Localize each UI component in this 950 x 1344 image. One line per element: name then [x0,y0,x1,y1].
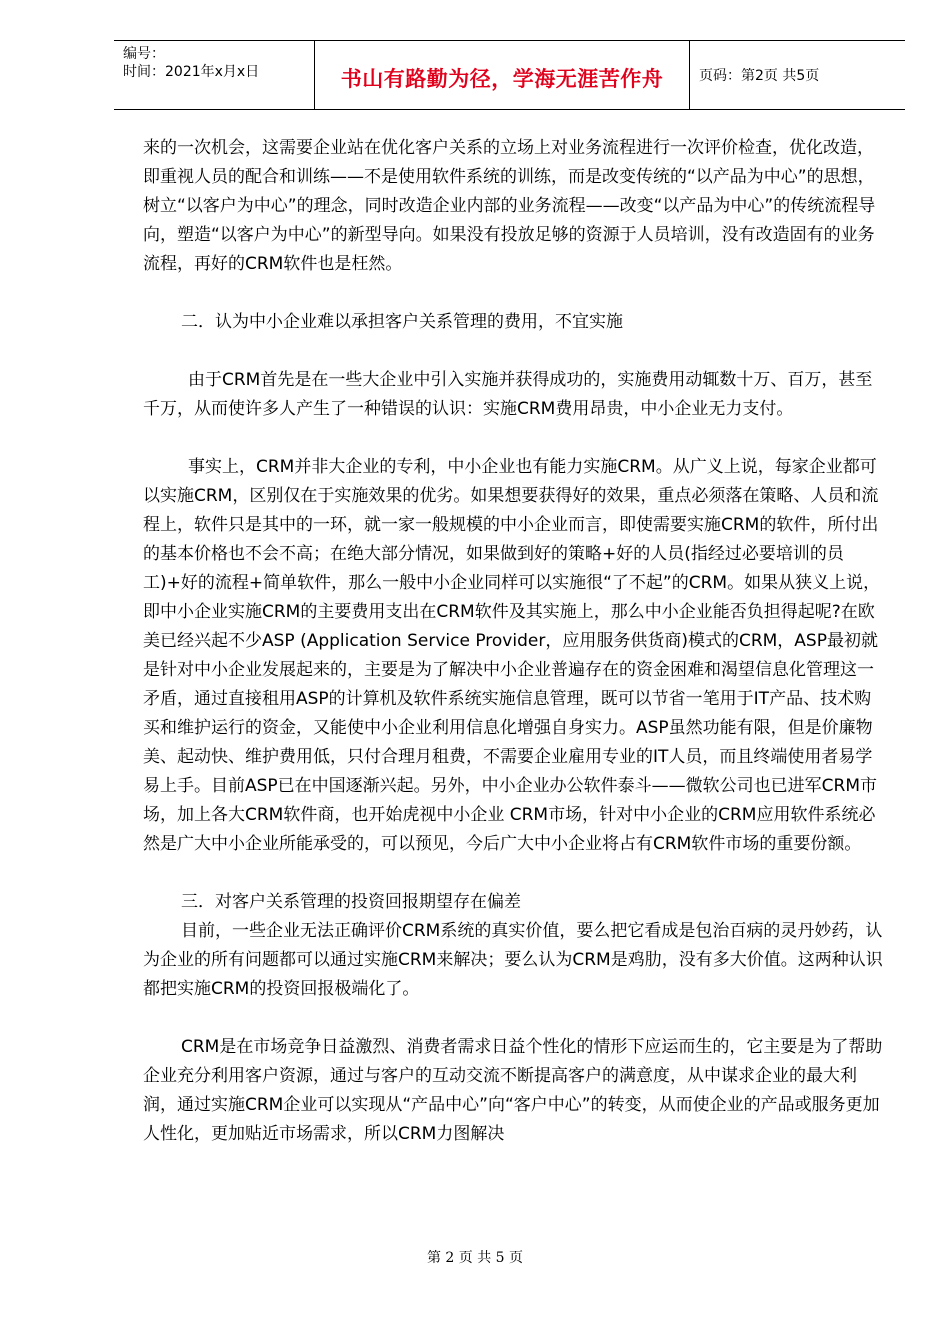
header-meta [114,41,315,109]
header-motto-cell [315,41,690,109]
paragraph-1: 来的一次机会，这需要企业站在优化客户关系的立场上对业务流程进行一次评价检查，优化改造，即重视人员的配合和训练——不是使用软件系统的训练，而是改变传统的“以产品为中心”的思想，树立“以客户为中心”的理念，同时改造企业内部的业务流程——改变“以产品为中心”的传统流程导向，塑造“以客户为中心”的新型导向。如果没有投放足够的资源于人员培训，没有改造固有的业务流程，再好的CRM软件也是枉然。 [143,138,876,274]
page-header [114,40,905,110]
header-motto: 书山有路勤为径，学海无涯苦作舟 [340,67,664,91]
paragraph-5: CRM是在市场竞争日益激烈、消费者需求日益个性化的情形下应运而生的，它主要是为了帮助企业充分利用客户资源，通过与客户的互动交流不断提高客户的满意度，从中谋求企业的最大利润，通过实施CRM企业可以实现从“产品中心”向“客户中心”的转变，从而使企业的产品或服务更加人性化，更加贴近市场需求，所以CRM力图解决 [143,1037,883,1144]
page-footer: 第 2 页 共 5 页 [426,1250,524,1266]
paragraph-3: 事实上，CRM并非大企业的专利，中小企业也有能力实施CRM。从广义上说，每家企业都可以实施CRM，区别仅在于实施效果的优劣。如果想要获得好的效果，重点必须落在策略、人员和流程上，软件只是其中的一环，就一家一般规模的中小企业而言，即使需要实施CRM的软件，所付出的基本价格也不会不高；在绝大部分情况，如果做到好的策略+好的人员(指经过必要培训的员工)+好的流程+简单软件，那么一般中小企业同样可以实施很“了不起”的CRM。如果从狭义上说，即中小企业实施CRM的主要费用支出在CRM软件及其实施上，那么中小企业能否负担得起呢?在欧美已经兴起不少ASP (Application Service Provider，应用服务供货商)模式的CRM，ASP最初就是针对中小企业发展起来的，主要是为了解决中小企业普遍存在的资金困难和渴望信息化管理这一矛盾，通过直接租用ASP的计算机及软件系统实施信息管理，既可以节省一笔用于IT产品、技术购买和维护运行的资金，又能使中小企业利用信息化增强自身实力。ASP虽然功能有限，但是价廉物美、起动快、维护费用低，只付合理月租费，不需要企业雇用专业的IT人员，而且终端使用者易学易上手。目前ASP已在中国逐渐兴起。另外，中小企业办公软件泰斗——微软公司也已进军CRM市场，加上各大CRM软件商，也开始虎视中小企业 CRM市场，针对中小企业的CRM应用软件系统必然是广大中小企业所能承受的，可以预见，今后广大中小企业将占有CRM软件市场的重要份额。 [143,457,881,854]
time-label: 时间：2021年x月x日 [123,64,260,80]
section-heading-2: 二．认为中小企业难以承担客户关系管理的费用，不宜实施 [181,312,623,332]
paragraph-2: 由于CRM首先是在一些大企业中引入实施并获得成功的，实施费用动辄数十万、百万，甚至千万，从而使许多人产生了一种错误的认识：实施CRM费用昂贵，中小企业无力支付。 [143,370,873,419]
serial-label: 编号： [123,46,165,62]
document-body [143,134,883,1149]
header-page-info: 页码：第2页 共5页 [699,68,820,84]
paragraph-4: 目前，一些企业无法正确评价CRM系统的真实价值，要么把它看成是包治百病的灵丹妙药，认为企业的所有问题都可以通过实施CRM来解决；要么认为CRM是鸡肋，没有多大价值。这两种认识都把实施CRM的投资回报极端化了。 [143,921,883,999]
section-heading-3: 三．对客户关系管理的投资回报期望存在偏差 [181,892,521,912]
